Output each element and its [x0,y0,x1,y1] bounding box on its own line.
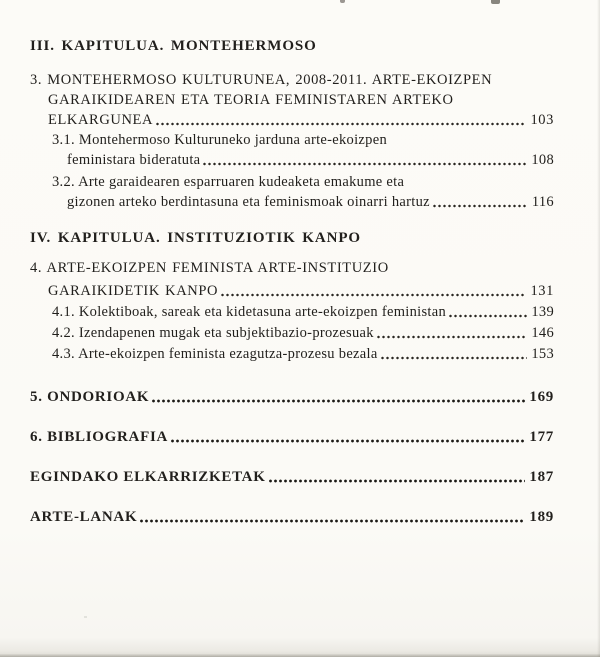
dot-leader [171,439,525,443]
toc-entry-text: 5. ONDORIOAK [30,389,150,405]
toc-entry-4-line-2 [30,281,554,301]
chapter-heading-text: IV. KAPITULUA. INSTITUZIOTIK KANPO [30,230,361,246]
dot-leader [381,356,528,360]
scan-artifact-top-speck [491,0,500,4]
toc-entry-3-line-1 [30,70,554,90]
dot-leader [433,204,528,208]
toc-entry-text: gizonen arteko berdintasuna eta feminismoak oinarri hartuz [67,194,430,210]
dot-leader [377,335,528,339]
toc-entry-text: ELKARGUNEA [48,112,154,128]
toc-entry-text: 6. BIBLIOGRAFIA [30,429,169,445]
chapter-heading-iii [30,36,554,56]
toc-entry-text: 3. MONTEHERMOSO KULTURUNEA, 2008-2011. ARTE-EKOIZPEN [30,72,493,88]
toc-entry-4-line-1 [30,258,554,278]
page-number: 177 [529,429,554,445]
toc-entry-text: 4.3. Arte-ekoizpen feminista ezagutza-prozesu bezala [52,346,378,362]
toc-entry-3-2-line-1 [30,172,554,192]
page-number: 103 [530,112,554,128]
toc-entry-4-1 [30,302,554,322]
page-number: 187 [529,469,554,485]
toc-entry-text: 4.1. Kolektiboak, sareak eta kidetasuna arte-ekoizpen feministan [52,304,447,320]
page-number: 169 [529,389,554,405]
toc-entry-4-2 [30,323,554,343]
page-number: 131 [530,283,554,299]
toc-entry-elkarrizketak [30,467,554,487]
toc-entry-text: EGINDAKO ELKARRIZKETAK [30,469,266,485]
toc-entry-3-2-line-2 [30,192,554,212]
toc-entry-text: 4.2. Izendapenen mugak eta subjektibazio-prozesuak [52,325,374,341]
page-number: 116 [531,194,554,210]
dot-leader [140,519,525,523]
chapter-heading-text: III. KAPITULUA. MONTEHERMOSO [30,38,317,54]
toc-entry-text: 4. ARTE-EKOIZPEN FEMINISTA ARTE-INSTITUZIO [30,260,389,276]
toc-entry-3-1-line-1 [30,130,554,150]
chapter-heading-iv [30,228,554,248]
dot-leader [449,314,527,318]
toc-entry-text: 3.2. Arte garaidearen esparruaren kudeaketa emakume eta [52,174,405,190]
toc-entry-text: GARAIKIDETIK KANPO [48,283,219,299]
page-number: 146 [531,325,554,341]
toc-entry-3-line-3 [30,110,554,130]
page-number: 108 [531,152,554,168]
page-number: 139 [531,304,554,320]
toc-entry-3-line-2 [30,90,554,110]
dot-leader [269,479,526,483]
dot-leader [221,293,526,297]
toc-entry-bibliografia [30,427,554,447]
toc-entry-arte-lanak [30,507,554,527]
toc-entry-text: 3.1. Montehermoso Kulturuneko jarduna arte-ekoizpen [52,132,388,148]
scan-artifact-top-speck [340,0,345,3]
dot-leader [203,162,527,166]
toc-entry-3-1-line-2 [30,150,554,170]
toc-entry-4-3 [30,344,554,364]
toc-entry-text: ARTE-LANAK [30,509,138,525]
dot-leader [152,399,525,403]
page-number: 189 [529,509,554,525]
dot-leader [156,122,526,126]
page-number: 153 [531,346,554,362]
toc-entry-ondorioak [30,387,554,407]
toc-entry-text: GARAIKIDEAREN ETA TEORIA FEMINISTAREN ARTEKO [48,92,454,108]
scan-artifact-speck [84,616,87,618]
toc-entry-text: feministara bideratuta [67,152,201,168]
